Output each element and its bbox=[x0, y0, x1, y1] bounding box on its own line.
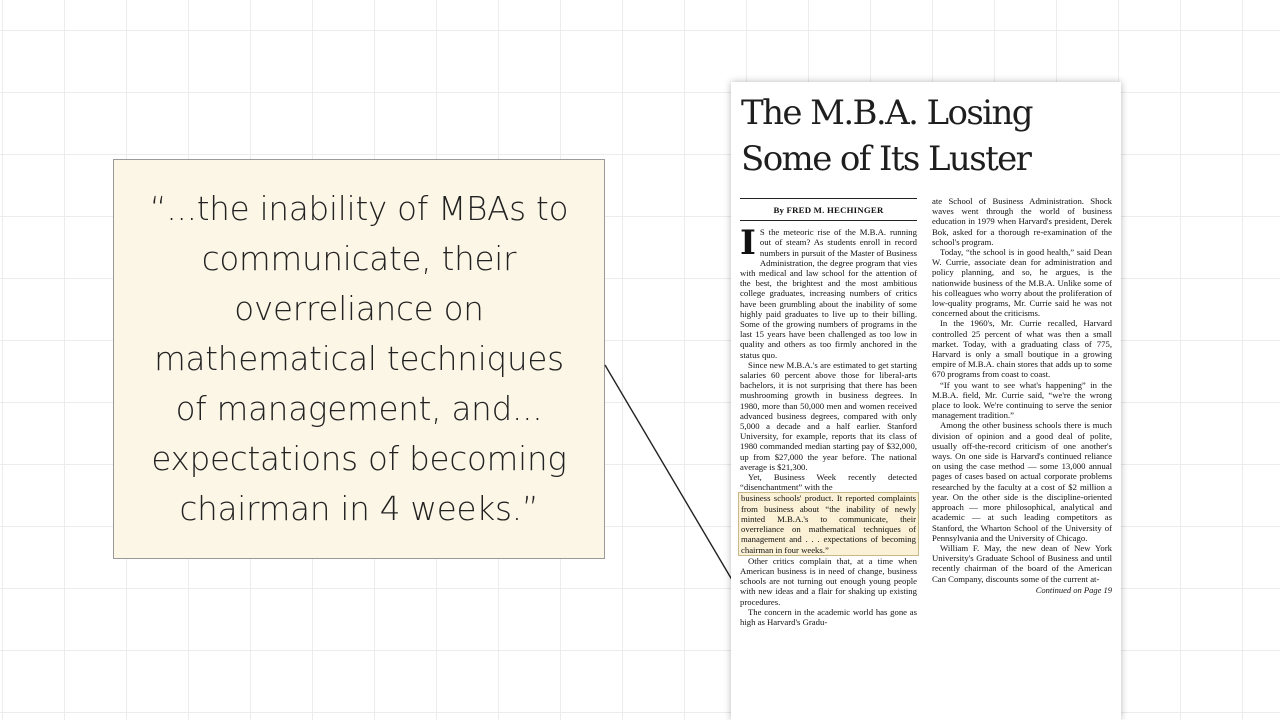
article-paragraph: The concern in the academic world has gone as high as Harvard's Gradu- bbox=[740, 606, 917, 627]
article-column-left bbox=[740, 198, 917, 627]
drop-cap: I bbox=[740, 223, 756, 264]
headline-line: The M.B.A. Losing bbox=[741, 93, 1032, 133]
headline-line: Some of Its Luster bbox=[741, 139, 1031, 179]
article-paragraph: Since new M.B.A.'s are estimated to get starting salaries 60 percent above those for liberal-arts bachelors, it is not surprising that there has been mushrooming growth in business degrees. In 1980, more than 50,000 men and women received advanced business degrees, compared with only 5,000 a decade and a half earlier. Stanford University, for example, reports that its class of 1980 commanded median starting pay of $32,000, up from $27,000 the year before. The national average is $21,300. bbox=[740, 359, 917, 472]
quote-line: “...the inability of MBAs to bbox=[149, 190, 569, 228]
newspaper-clipping bbox=[731, 82, 1121, 720]
article-byline: By FRED M. HECHINGER bbox=[740, 205, 917, 221]
quote-callout bbox=[113, 159, 605, 559]
quote-line: expectations of becoming bbox=[151, 440, 567, 478]
article-paragraph: In the 1960's, Mr. Currie recalled, Harvard controlled 25 percent of what was then a small market. Today, with a graduating class of 775, Harvard is only a small boutique in a growing empire of M.B.A. chain stores that adds up to some 670 programs from coast to coast. bbox=[932, 318, 1112, 380]
byline-rule bbox=[740, 198, 917, 199]
continued-note: Continued on Page 19 bbox=[1035, 584, 1112, 595]
quote-line: overreliance on bbox=[234, 290, 484, 328]
article-paragraph: Yet, Business Week recently detected “disenchantment” with the bbox=[740, 472, 917, 493]
article-paragraph: “If you want to see what's happening” in the M.B.A. field, Mr. Currie said, “we're the wrong place to look. We're continuing to serve the senior management tradition.” bbox=[932, 379, 1112, 421]
article-paragraph: Among the other business schools there is much division of opinion and a good deal of polite, usually off-the-record criticism of one another's ways. On one side is Harvard's continued reliance on using the case method — some 13,000 annual pages of cases based on actual corporate problems researched by the faculty at a cost of $2 million a year. On the other side is the discipline-oriented approach — more philosophical, analytical and academic — at such leading competitors as Stanford, the Wharton School of the University of Pennsylvania and the University of Chicago. bbox=[932, 420, 1112, 543]
article-paragraph: William F. May, the new dean of New York University's Graduate School of Business and until recently chairman of the board of the American Can Company, discounts some of the current at- bbox=[932, 542, 1112, 584]
article-paragraph: Today, “the school is in good health,” said Dean W. Currie, associate dean for administration and policy planning, and so, he argues, is the nationwide business of the M.B.A. Unlike some of his colleagues who worry about the proliferation of low-quality programs, Mr. Currie said he was not concerned about the criticisms. bbox=[932, 247, 1112, 319]
highlighted-passage: business schools' product. It reported complaints from business about “the inability of newly minted M.B.A.'s to communicate, their overreliance on mathematical techniques of management and . . . expectations of becoming chairman in four weeks.” bbox=[738, 492, 919, 555]
quote-line: of management, and... bbox=[175, 390, 543, 428]
quote-text bbox=[138, 184, 581, 534]
quote-line: communicate, their bbox=[201, 240, 517, 278]
paragraph-text: S the meteoric rise of the M.B.A. running out of steam? As students enroll in record numbers in pursuit of the Master of Business Administration, the degree program that vies with medical and law school for the attention of the best, the brightest and the most ambitious college graduates, increasing numbers of critics have been grumbling about the inability of some highly paid graduates to live up to their billing. Some of the growing numbers of programs in the last 15 years have been challenged as too low in quality and others as too firmly anchored in the status quo. bbox=[740, 227, 917, 360]
connector-stroke bbox=[605, 365, 738, 590]
article-paragraph: ate School of Business Administration. Shock waves went through the world of business education in 1979 when Harvard's president, Derek Bok, asked for a thorough re-examination of the school's program. bbox=[932, 196, 1112, 247]
article-paragraph: Other critics complain that, at a time when American business is in need of change, business schools are not turning out enough young people with new ideas and a flair for shaking up existing procedures. bbox=[740, 555, 917, 607]
article-column-right bbox=[932, 196, 1112, 595]
quote-line: mathematical techniques bbox=[154, 340, 564, 378]
quote-line: chairman in 4 weeks.” bbox=[179, 490, 539, 528]
article-headline bbox=[741, 90, 1032, 182]
article-paragraph bbox=[740, 223, 917, 360]
